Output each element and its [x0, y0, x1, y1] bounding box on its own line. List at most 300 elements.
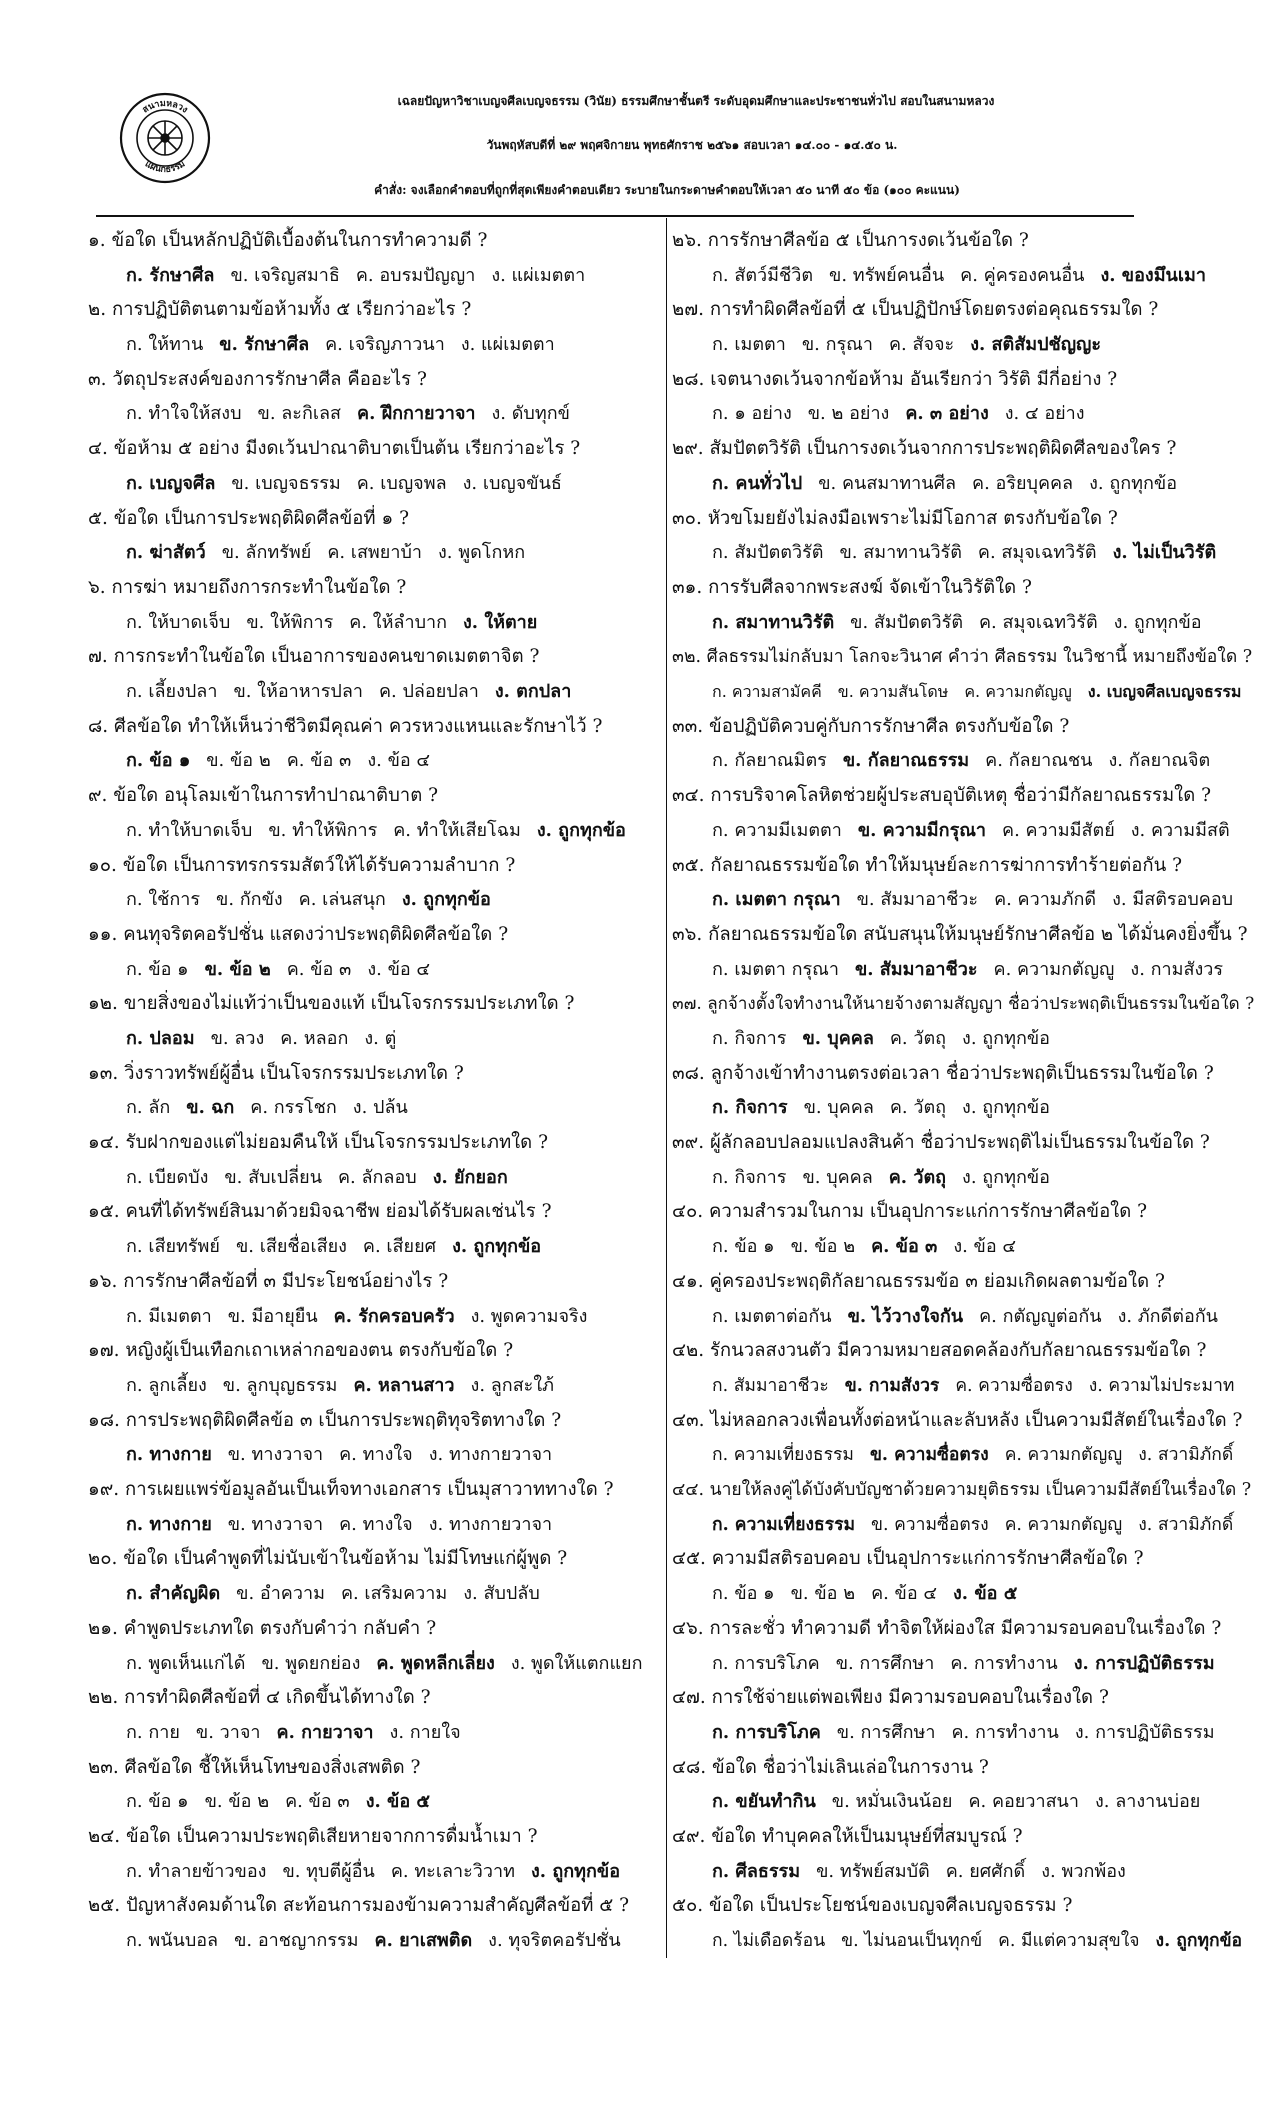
answer-option: ข. ให้อาหารปลา — [233, 681, 363, 703]
answer-option-correct: ง. ข้อ ๕ — [953, 1583, 1018, 1605]
header-divider — [96, 215, 1134, 217]
answer-options — [88, 675, 660, 710]
answer-option-correct: ค. หลานสาว — [353, 1374, 455, 1396]
answer-option: ค. ลักลอบ — [338, 1166, 417, 1188]
answer-option: ง. ๔ อย่าง — [1004, 403, 1085, 425]
answer-options — [672, 1647, 1262, 1682]
answer-option: ก. เมตตา กรุณา — [712, 958, 839, 980]
answer-option: ค. คู่ครองคนอื่น — [960, 264, 1085, 286]
question-text: ๓๐. หัวขโมยยังไม่ลงมือเพราะไม่มีโอกาส ตรงกับข้อใด ? — [672, 507, 1118, 529]
exam-instructions: คำสั่ง: จงเลือกคำตอบที่ถูกที่สุดเพียงคำตอบเดียว ระบายในกระดาษคำตอบให้เวลา ๕๐ นาที ๕๐ ข้อ (๑๐๐ คะแนน) — [374, 183, 960, 197]
answer-options — [88, 1161, 660, 1196]
answer-options — [672, 467, 1262, 502]
answer-option: ง. พูดให้แตกแยก — [510, 1652, 643, 1674]
answer-option: ค. ความมีสัตย์ — [1002, 819, 1115, 841]
answer-option: ก. ทำให้บาดเจ็บ — [126, 819, 253, 841]
answer-option: ค. ทางใจ — [339, 1444, 413, 1466]
answer-option-correct: ข. สัมมาอาชีวะ — [854, 958, 978, 980]
answer-option: ง. สวามิภักดิ์ — [1138, 1514, 1234, 1535]
question-item — [88, 1126, 660, 1195]
question-item — [672, 1334, 1262, 1403]
answer-options — [88, 1785, 660, 1820]
answer-option: ค. หลอก — [280, 1027, 349, 1049]
answer-option: ค. การทำงาน — [950, 1652, 1058, 1674]
exam-title: เฉลยปัญหาวิชาเบญจศีลเบญจธรรม (วินัย) ธรรมศึกษาชั้นตรี ระดับอุดมศึกษาและประชาชนทั่วไป สอบในสนามหลวง — [397, 94, 995, 108]
question-item — [672, 571, 1262, 640]
answer-option-correct: ก. สมาทานวิรัติ — [712, 611, 835, 633]
question-text: ๑๔. รับฝากของแต่ไม่ยอมคืนให้ เป็นโจรกรรมประเภทใด ? — [88, 1132, 548, 1154]
question-item — [672, 849, 1262, 918]
answer-options — [88, 814, 660, 849]
answer-option: ง. ภักดีต่อกัน — [1117, 1305, 1218, 1327]
answer-option-correct: ก. ปลอม — [126, 1027, 195, 1049]
answer-option: ก. ข้อ ๑ — [126, 1791, 189, 1813]
answer-option: ค. ให้ลำบาก — [349, 611, 448, 633]
answer-option: ก. สัมปัตตวิรัติ — [712, 542, 824, 564]
answer-option: ง. ปล้น — [352, 1097, 408, 1119]
answer-options — [672, 536, 1262, 571]
answer-option: ก. กิจการ — [712, 1027, 787, 1049]
question-item — [88, 1473, 660, 1542]
question-item — [88, 640, 660, 709]
question-item — [672, 1404, 1262, 1473]
answer-option: ข. ทางวาจา — [227, 1444, 324, 1466]
answer-option-correct: ก. ศีลธรรม — [712, 1860, 801, 1882]
answer-option: ข. บุคคล — [803, 1097, 874, 1119]
answer-option: ข. มีอายุยืน — [227, 1305, 318, 1327]
answer-option-correct: ง. ข้อ ๕ — [365, 1791, 431, 1813]
answer-option: ค. ทะเลาะวิวาท — [390, 1860, 515, 1882]
answer-option: ค. เสพยาบ้า — [327, 542, 422, 564]
answer-options — [88, 328, 660, 363]
answer-options — [672, 259, 1262, 294]
questions-column-left — [88, 224, 660, 1959]
answer-option: ข. ทุบตีผู้อื่น — [282, 1860, 375, 1882]
question-text: ๗. การกระทำในข้อใด เป็นอาการของคนขาดเมตตาจิต ? — [88, 646, 540, 668]
question-text: ๑๐. ข้อใด เป็นการทรกรรมสัตว์ให้ได้รับความลำบาก ? — [88, 854, 516, 876]
answer-options — [88, 1716, 660, 1751]
question-item — [88, 779, 660, 848]
answer-option-correct: ง. ยักยอก — [432, 1166, 508, 1188]
answer-option: ค. ความภักดี — [994, 889, 1097, 911]
answer-option: ข. สัมมาอาชีวะ — [856, 889, 979, 911]
answer-options — [88, 1091, 660, 1126]
answer-option-correct: ข. ข้อ ๒ — [204, 958, 271, 980]
question-item — [88, 1195, 660, 1264]
answer-option-correct: ง. ของมึนเมา — [1100, 264, 1206, 286]
answer-option-correct: ง. ไม่เป็นวิรัติ — [1112, 542, 1217, 564]
answer-option: ค. สัจจะ — [888, 334, 955, 356]
answer-option-correct: ง. เบญจศีลเบญจธรรม — [1087, 682, 1242, 702]
answer-option: ค. ทำให้เสียโฉม — [393, 819, 521, 841]
answer-option-correct: ก. เมตตา กรุณา — [712, 889, 841, 911]
answer-option: ง. ทางกายวาจา — [428, 1513, 553, 1535]
question-text: ๒๓. ศีลข้อใด ชี้ให้เห็นโทษของสิ่งเสพติด ? — [88, 1756, 421, 1778]
answer-option: ค. ข้อ ๓ — [286, 958, 352, 980]
svg-text:แผนกธรรม — [143, 159, 187, 175]
seal-text-top: สนามหลวง — [140, 98, 190, 116]
answer-options — [672, 397, 1262, 432]
questions-column-right — [672, 224, 1262, 1959]
question-text: ๓. วัตถุประสงค์ของการรักษาศีล คืออะไร ? — [88, 368, 427, 390]
answer-option: ข. การศึกษา — [835, 1652, 935, 1674]
answer-option: ก. ใช้การ — [126, 889, 201, 911]
question-text: ๑๓. วิ่งราวทรัพย์ผู้อื่น เป็นโจรกรรมประเภทใด ? — [88, 1062, 464, 1084]
answer-option-correct: ค. ข้อ ๓ — [871, 1236, 938, 1258]
answer-option: ข. สัมปัตตวิรัติ — [850, 611, 964, 633]
question-text: ๓๔. การบริจาคโลหิตช่วยผู้ประสบอุบัติเหตุ ชื่อว่ามีกัลยาณธรรมใด ? — [672, 785, 1212, 807]
answer-option: ข. ข้อ ๒ — [790, 1236, 856, 1258]
question-text: ๓๓. ข้อปฏิบัติควบคู่กับการรักษาศีล ตรงกับข้อใด ? — [672, 715, 1070, 737]
answer-options — [672, 1230, 1262, 1265]
answer-option: ค. อบรมปัญญา — [355, 264, 476, 286]
answer-options — [672, 744, 1262, 779]
answer-options — [672, 953, 1262, 988]
question-text: ๔๒. รักนวลสงวนตัว มีความหมายสอดคล้องกับกัลยาณธรรมข้อใด ? — [672, 1340, 1207, 1362]
answer-option: ง. ความไม่ประมาท — [1088, 1375, 1235, 1396]
question-item — [672, 710, 1262, 779]
answer-options — [672, 1161, 1262, 1196]
answer-options — [88, 1647, 660, 1682]
answer-option: ง. ลางานบ่อย — [1094, 1791, 1201, 1813]
answer-option: ง. ข้อ ๔ — [367, 750, 431, 772]
answer-option: ค. ปล่อยปลา — [378, 681, 479, 703]
question-text: ๒๐. ข้อใด เป็นคำพูดที่ไม่นับเข้าในข้อห้าม ไม่มีโทษแก่ผู้พูด ? — [88, 1548, 568, 1570]
answer-option: ข. ข้อ ๒ — [206, 750, 271, 772]
answer-option: ค. วัตถุ — [889, 1097, 947, 1119]
answer-option: ก. ความสามัคคี — [712, 682, 822, 702]
answer-option: ก. พนันบอล — [126, 1930, 219, 1952]
answer-option-correct: ค. พูดหลีกเลี่ยง — [376, 1652, 495, 1674]
answer-option: ข. ทำให้พิการ — [268, 819, 378, 841]
question-item — [88, 363, 660, 432]
answer-option: ง. แผ่เมตตา — [460, 334, 555, 356]
answer-options — [88, 1230, 660, 1265]
exam-date-time: วันพฤหัสบดีที่ ๒๙ พฤศจิกายน พุทธศักราช ๒๕๖๑ สอบเวลา ๑๔.๐๐ - ๑๔.๕๐ น. — [486, 138, 898, 152]
answer-option: ข. กรุณา — [801, 334, 873, 356]
answer-option: ง. ตู่ — [364, 1027, 397, 1049]
answer-options — [672, 1855, 1262, 1890]
answer-option: ง. ทางกายวาจา — [428, 1444, 553, 1466]
answer-option-correct: ง. ถูกทุกข้อ — [536, 819, 626, 841]
answer-option: ค. กตัญญูต่อกัน — [979, 1305, 1102, 1327]
answer-option: ก. ทำใจให้สงบ — [126, 403, 242, 425]
answer-option: ข. ทรัพย์คนอื่น — [829, 264, 945, 286]
answer-option: ง. การปฏิบัติธรรม — [1074, 1721, 1215, 1743]
question-item — [88, 224, 660, 293]
answer-option: ค. เจริญภาวนา — [325, 334, 445, 356]
question-item — [88, 1681, 660, 1750]
answer-option-correct: ข. ความมีกรุณา — [857, 819, 987, 841]
answer-option: ค. เล่นสนุก — [298, 889, 386, 911]
answer-options — [88, 1577, 660, 1612]
answer-option: ข. ข้อ ๒ — [790, 1583, 856, 1605]
seal-text-bottom: แผนกธรรม — [142, 159, 188, 176]
answer-option: ง. สวามิภักดิ์ — [1138, 1445, 1234, 1466]
question-item — [672, 918, 1262, 987]
question-item — [88, 1820, 660, 1889]
answer-option-correct: ข. กามสังวร — [844, 1375, 940, 1396]
answer-option-correct: ค. รักครอบครัว — [333, 1305, 455, 1327]
question-text: ๔. ข้อห้าม ๕ อย่าง มีงดเว้นปาณาติบาตเป็นต้น เรียกว่าอะไร ? — [88, 438, 581, 460]
answer-option: ง. ดับทุกข์ — [491, 403, 570, 425]
answer-option: ง. ทุจริตคอรัปชั่น — [488, 1930, 621, 1952]
answer-options — [672, 1300, 1262, 1335]
answer-options — [88, 397, 660, 432]
question-item — [672, 363, 1262, 432]
answer-option-correct: ก. กิจการ — [712, 1097, 788, 1119]
question-item — [672, 1820, 1262, 1889]
question-text: ๖. การฆ่า หมายถึงการกระทำในข้อใด ? — [88, 576, 407, 598]
question-text: ๒๒. การทำผิดศีลข้อที่ ๔ เกิดขึ้นได้ทางใด ? — [88, 1687, 431, 1709]
answer-option-correct: ข. บุคคล — [802, 1027, 874, 1049]
answer-option: ข. เจริญสมาธิ — [230, 264, 340, 286]
answer-options — [672, 675, 1262, 710]
answer-option: ค. อริยบุคคล — [972, 472, 1074, 494]
question-item — [672, 1195, 1262, 1264]
question-item — [672, 1473, 1262, 1542]
answer-option: ข. อาชญากรรม — [234, 1930, 359, 1952]
answer-option: ค. เสียยศ — [362, 1236, 437, 1258]
question-text: ๔๓. ไม่หลอกลวงเพื่อนทั้งต่อหน้าและลับหลัง เป็นความมีสัตย์ในเรื่องใด ? — [672, 1409, 1243, 1431]
answer-option-correct: ข. ไว้วางใจกัน — [847, 1305, 964, 1327]
answer-option: ข. กักขัง — [216, 889, 283, 911]
answer-option: ข. ลักทรัพย์ — [221, 542, 312, 564]
question-item — [88, 293, 660, 362]
answer-option: ข. สมาทานวิรัติ — [839, 542, 962, 564]
answer-option: ค. ความกตัญญู — [993, 958, 1115, 980]
answer-options — [88, 536, 660, 571]
answer-option-correct: ก. ฆ่าสัตว์ — [126, 542, 206, 564]
answer-option: ง. ข้อ ๔ — [367, 958, 431, 980]
answer-option: ก. ไม่เดือดร้อน — [712, 1931, 826, 1952]
answer-options — [88, 1855, 660, 1890]
question-text: ๓๘. ลูกจ้างเข้าทำงานตรงต่อเวลา ชื่อว่าประพฤติเป็นธรรมในข้อใด ? — [672, 1062, 1214, 1084]
answer-option-correct: ก. การบริโภค — [712, 1721, 821, 1743]
answer-option: ค. กัลยาณชน — [985, 750, 1093, 772]
question-item — [672, 224, 1262, 293]
answer-option-correct: ก. สำคัญผิด — [126, 1583, 221, 1605]
answer-option: ค. ข้อ ๓ — [286, 750, 352, 772]
answer-option: ก. ให้บาดเจ็บ — [126, 611, 231, 633]
answer-option: ง. ความมีสติ — [1130, 819, 1230, 841]
answer-option: ก. ข้อ ๑ — [712, 1583, 775, 1605]
answer-option: ง. ถูกทุกข้อ — [1089, 472, 1178, 494]
question-text: ๔๙. ข้อใด ทำบุคคลให้เป็นมนุษย์ที่สมบูรณ์ ? — [672, 1825, 1023, 1847]
question-item — [88, 502, 660, 571]
question-text: ๓๕. กัลยาณธรรมข้อใด ทำให้มนุษย์ละการฆ่าการทำร้ายต่อกัน ? — [672, 854, 1183, 876]
answer-option: ข. ทางวาจา — [227, 1513, 324, 1535]
question-item — [88, 1265, 660, 1334]
answer-option: ข. ๒ อย่าง — [807, 403, 890, 425]
answer-option: ค. เสริมความ — [340, 1583, 448, 1605]
answer-option: ค. กรรโชก — [250, 1097, 337, 1119]
question-text: ๑๕. คนที่ได้ทรัพย์สินมาด้วยมิจฉาชีพ ย่อมได้รับผลเช่นไร ? — [88, 1201, 552, 1223]
question-item — [88, 1404, 660, 1473]
answer-option: ค. ข้อ ๔ — [871, 1583, 938, 1605]
answer-option: ข. พูดยกย่อง — [261, 1652, 361, 1674]
answer-option: ข. ลวง — [210, 1027, 265, 1049]
answer-option: ข. ให้พิการ — [246, 611, 334, 633]
answer-option: ข. ความซื่อตรง — [871, 1514, 989, 1535]
answer-option: ข. อำความ — [236, 1583, 325, 1605]
answer-options — [672, 1438, 1262, 1473]
question-text: ๓๙. ผู้ลักลอบปลอมแปลงสินค้า ชื่อว่าประพฤติไม่เป็นธรรมในข้อใด ? — [672, 1132, 1210, 1154]
answer-option: ข. สับเปลี่ยน — [224, 1166, 322, 1188]
question-text: ๔๑. คู่ครองประพฤติกัลยาณธรรมข้อ ๓ ย่อมเกิดผลตามข้อใด ? — [672, 1270, 1165, 1292]
question-item — [88, 1334, 660, 1403]
answer-option: ค. มีแต่ความสุขใจ — [998, 1931, 1140, 1952]
question-item — [672, 1889, 1262, 1958]
question-text: ๓๒. ศีลธรรมไม่กลับมา โลกจะวินาศ คำว่า ศีลธรรม ในวิชานี้ หมายถึงข้อใด ? — [672, 647, 1253, 668]
question-text: ๓๖. กัลยาณธรรมข้อใด สนับสนุนให้มนุษย์รักษาศีลข้อ ๒ ได้มั่นคงยิ่งขึ้น ? — [672, 923, 1248, 945]
answer-option: ก. เบียดบัง — [126, 1166, 209, 1188]
answer-option: ค. ความกตัญญู — [1004, 1514, 1123, 1535]
answer-option: ง. กัลยาณจิต — [1108, 750, 1211, 772]
question-item — [672, 1542, 1262, 1611]
answer-options — [672, 1785, 1262, 1820]
answer-option-correct: ก. รักษาศีล — [126, 264, 215, 286]
answer-option: ค. ความกตัญญู — [964, 682, 1072, 702]
answer-options — [672, 606, 1262, 641]
question-item — [672, 1265, 1262, 1334]
answer-option-correct: ข. กัลยาณธรรม — [842, 750, 970, 772]
answer-options — [88, 1369, 660, 1404]
answer-option-correct: ง. ให้ตาย — [463, 611, 538, 633]
answer-option: ข. ไม่นอนเป็นทุกข์ — [841, 1931, 983, 1952]
answer-option-correct: ก. เบญจศีล — [126, 472, 216, 494]
question-item — [672, 1751, 1262, 1820]
question-item — [88, 1542, 660, 1611]
answer-option: ก. ๑ อย่าง — [712, 403, 792, 425]
answer-options — [672, 1091, 1262, 1126]
question-text: ๑๗. หญิงผู้เป็นเทือกเถาเหล่ากอของตน ตรงกับข้อใด ? — [88, 1340, 514, 1362]
question-text: ๒๕. ปัญหาสังคมด้านใด สะท้อนการมองข้ามความสำคัญศีลข้อที่ ๕ ? — [88, 1895, 630, 1917]
answer-option: ค. ยศศักดิ์ — [945, 1860, 1026, 1882]
answer-options — [88, 1300, 660, 1335]
question-text: ๒๑. คำพูดประเภทใด ตรงกับคำว่า กลับคำ ? — [88, 1617, 437, 1639]
answer-option-correct: ง. สติสัมปชัญญะ — [970, 334, 1102, 356]
answer-option: ง. ลูกสะใภ้ — [470, 1374, 555, 1396]
question-item — [88, 849, 660, 918]
question-item — [672, 640, 1262, 709]
question-text: ๔๐. ความสำรวมในกาม เป็นอุปการะแก่การรักษาศีลข้อใด ? — [672, 1201, 1148, 1223]
answer-option: ก. ข้อ ๑ — [126, 958, 189, 980]
question-item — [88, 1612, 660, 1681]
question-item — [672, 987, 1262, 1056]
answer-option: ก. มีเมตตา — [126, 1305, 212, 1327]
answer-option: ค. ข้อ ๓ — [285, 1791, 350, 1813]
question-item — [88, 1889, 660, 1958]
answer-option: ก. ความเที่ยงธรรม — [712, 1445, 854, 1466]
answer-options — [672, 1022, 1262, 1057]
answer-option: ก. ความมีเมตตา — [712, 819, 842, 841]
answer-options — [88, 1022, 660, 1057]
answer-option: ง. สับปลับ — [463, 1583, 540, 1605]
question-text: ๑๑. คนทุจริตคอรัปชั่น แสดงว่าประพฤติผิดศีลข้อใด ? — [88, 923, 509, 945]
answer-options — [672, 1577, 1262, 1612]
answer-option: ก. การบริโภค — [712, 1652, 820, 1674]
question-text: ๑๒. ขายสิ่งของไม่แท้ว่าเป็นของแท้ เป็นโจรกรรมประเภทใด ? — [88, 993, 575, 1015]
answer-option-correct: ค. ๓ อย่าง — [905, 403, 989, 425]
answer-option-correct: ข. ความซื่อตรง — [869, 1445, 989, 1466]
answer-option: ง. กามสังวร — [1130, 958, 1224, 980]
answer-option: ก. ลัก — [126, 1097, 171, 1119]
answer-option: ง. มีสติรอบคอบ — [1112, 889, 1234, 911]
question-item — [672, 432, 1262, 501]
answer-option-correct: ง. ถูกทุกข้อ — [531, 1860, 620, 1882]
answer-option: ข. วาจา — [195, 1721, 261, 1743]
answer-options — [672, 814, 1262, 849]
question-text: ๒. การปฏิบัติตนตามข้อห้ามทั้ง ๕ เรียกว่าอะไร ? — [88, 299, 472, 321]
answer-options — [88, 259, 660, 294]
question-text: ๔๗. การใช้จ่ายแต่พอเพียง มีความรอบคอบในเรื่องใด ? — [672, 1687, 1109, 1709]
question-text: ๕๐. ข้อใด เป็นประโยชน์ของเบญจศีลเบญจธรรม ? — [672, 1895, 1073, 1917]
answer-option-correct: ง. ถูกทุกข้อ — [1155, 1931, 1243, 1952]
answer-option: ก. เมตตา — [712, 334, 786, 356]
question-item — [672, 1612, 1262, 1681]
answer-option-correct: ก. ความเที่ยงธรรม — [712, 1514, 856, 1535]
question-item — [88, 918, 660, 987]
answer-option: ข. หมั่นเงินน้อย — [831, 1791, 953, 1813]
answer-option: ค. เบญจพล — [356, 472, 447, 494]
question-text: ๘. ศีลข้อใด ทำให้เห็นว่าชีวิตมีคุณค่า ควรหวงแหนและรักษาไว้ ? — [88, 715, 603, 737]
answer-options — [672, 1369, 1262, 1404]
answer-option: ก. เสียทรัพย์ — [126, 1236, 220, 1258]
answer-option-correct: ง. การปฏิบัติธรรม — [1073, 1652, 1215, 1674]
answer-option-correct: ก. ทางกาย — [126, 1513, 212, 1535]
question-item — [88, 571, 660, 640]
answer-option: ก. กัลยาณมิตร — [712, 750, 827, 772]
answer-option: ข. เบญจธรรม — [231, 472, 341, 494]
question-text: ๑๙. การเผยแพร่ข้อมูลอันเป็นเท็จทางเอกสาร เป็นมุสาวาททางใด ? — [88, 1479, 614, 1501]
answer-option-correct: ง. ถูกทุกข้อ — [452, 1236, 542, 1258]
answer-option: ง. ถูกทุกข้อ — [962, 1166, 1050, 1188]
question-text: ๑. ข้อใด เป็นหลักปฏิบัติเบื้องต้นในการทำความดี ? — [88, 230, 488, 251]
answer-option: ก. ทำลายข้าวของ — [126, 1860, 267, 1882]
answer-option: ข. เสียชื่อเสียง — [235, 1236, 347, 1258]
answer-option: ก. สัตว์มีชีวิต — [712, 264, 814, 286]
answer-option-correct: ง. ถูกทุกข้อ — [401, 889, 491, 911]
question-text: ๒๖. การรักษาศีลข้อ ๕ เป็นการงดเว้นข้อใด ? — [672, 230, 1029, 251]
question-text: ๔๕. ความมีสติรอบคอบ เป็นอุปการะแก่การรักษาศีลข้อใด ? — [672, 1548, 1144, 1570]
question-text: ๓๑. การรับศีลจากพระสงฆ์ จัดเข้าในวิรัติใด ? — [672, 576, 1032, 598]
answer-option-correct: ค. วัตถุ — [888, 1166, 947, 1188]
answer-option: ค. ความกตัญญู — [1004, 1445, 1123, 1466]
answer-option: ก. กิจการ — [712, 1166, 787, 1188]
answer-option: ค. สมุจเฉทวิรัติ — [979, 611, 1098, 633]
answer-options — [88, 467, 660, 502]
answer-option: ง. กายใจ — [389, 1721, 461, 1743]
answer-option-correct: ค. กายวาจา — [276, 1721, 374, 1743]
question-text: ๕. ข้อใด เป็นการประพฤติผิดศีลข้อที่ ๑ ? — [88, 507, 410, 529]
answer-option-correct: ค. ยาเสพติด — [374, 1930, 473, 1952]
answer-option: ง. ถูกทุกข้อ — [962, 1097, 1050, 1119]
answer-options — [672, 1508, 1262, 1543]
question-item — [672, 1126, 1262, 1195]
question-text: ๔๔. นายให้ลงคู่ได้บังคับบัญชาด้วยความยุติธรรม เป็นความมีสัตย์ในเรื่องใด ? — [672, 1480, 1252, 1501]
answer-option-correct: ก. ทางกาย — [126, 1444, 212, 1466]
column-divider — [666, 218, 667, 1958]
answer-option: ข. ละกิเลส — [257, 403, 342, 425]
answer-options — [672, 1716, 1262, 1751]
answer-option-correct: ง. ตกปลา — [494, 681, 572, 703]
answer-option: ข. บุคคล — [802, 1166, 873, 1188]
answer-option: ค. สมุจเฉทวิรัติ — [977, 542, 1097, 564]
question-text: ๔๘. ข้อใด ชื่อว่าไม่เลินเล่อในการงาน ? — [672, 1756, 989, 1778]
question-item — [88, 1751, 660, 1820]
question-text: ๒๗. การทำผิดศีลข้อที่ ๕ เป็นปฏิปักษ์โดยตรงต่อคุณธรรมใด ? — [672, 299, 1159, 321]
